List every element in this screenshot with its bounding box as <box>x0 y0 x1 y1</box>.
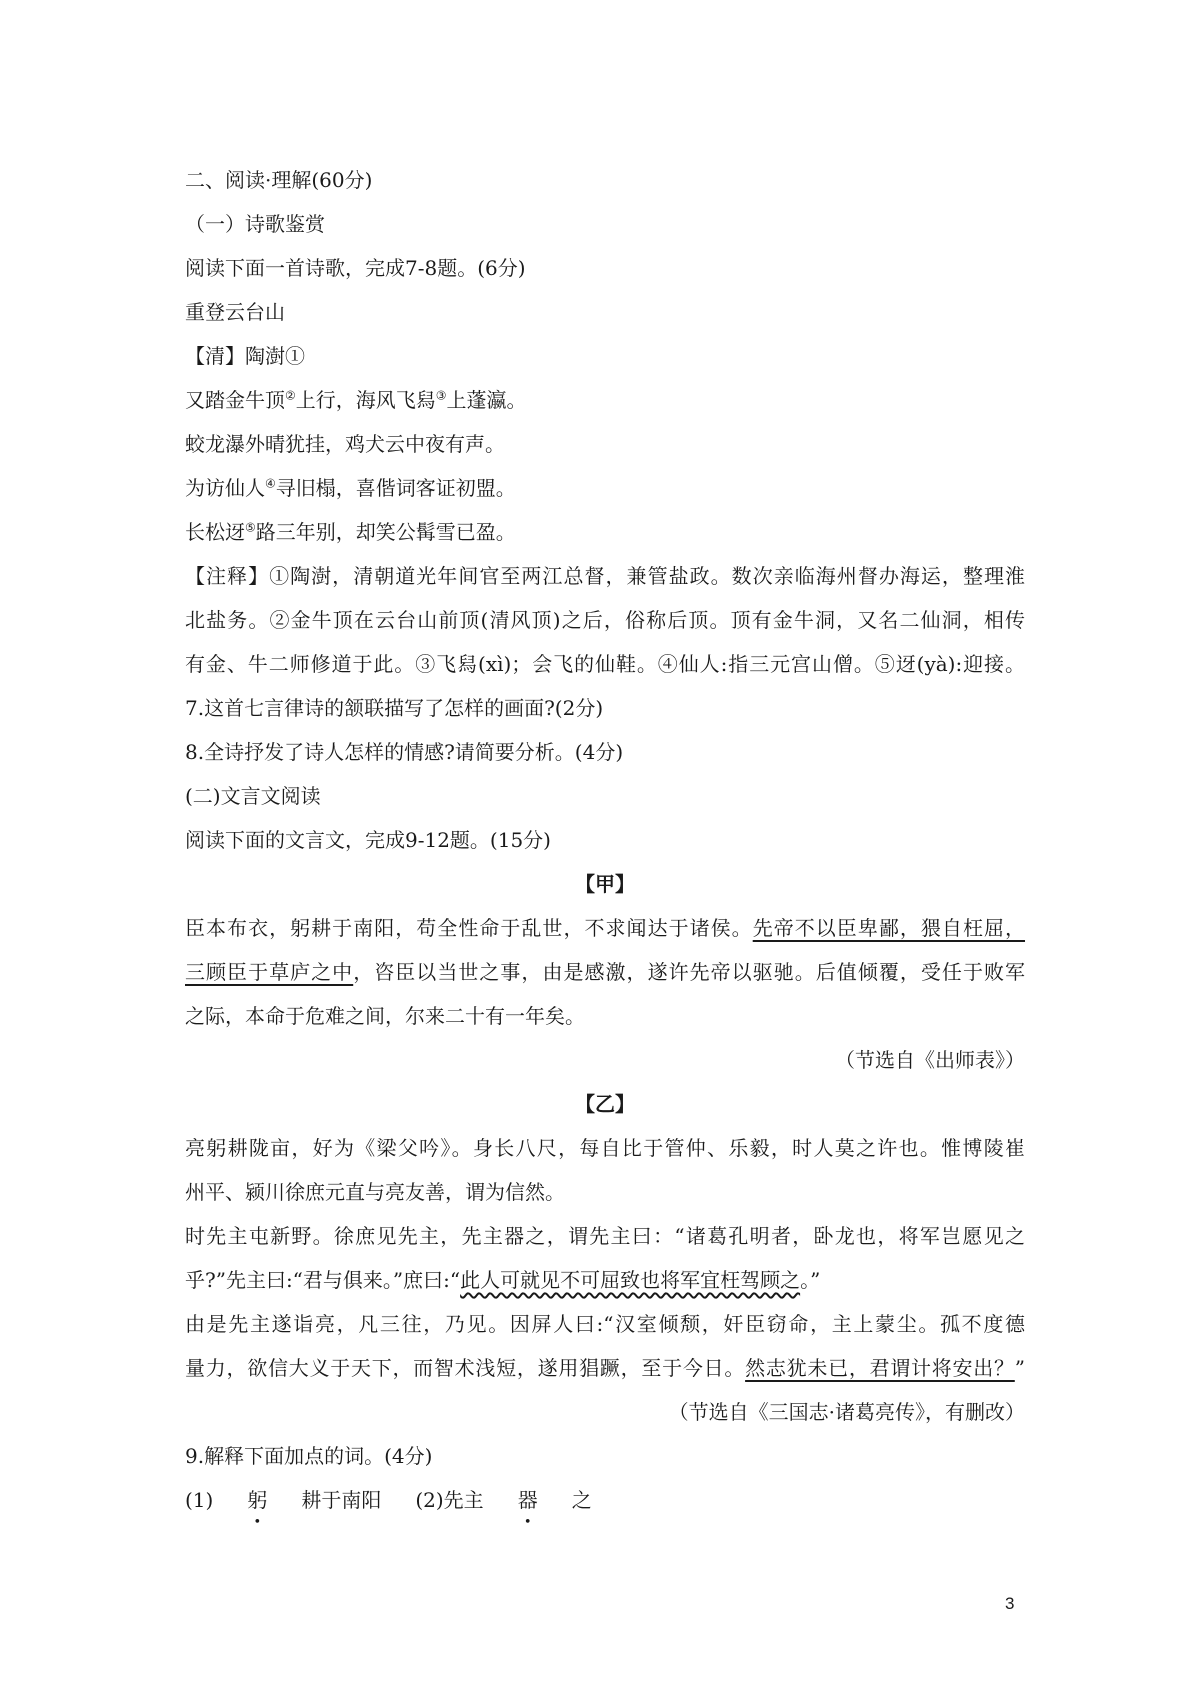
passage-yi-line: 亮躬耕陇亩，好为《梁父吟》。身长八尺，每自比于管仲、乐毅，时人莫之许也。惟博陵崔 <box>185 1136 1025 1160</box>
poem-line-1: 又踏金牛顶②上行，海风飞舄③上蓬瀛。 <box>185 388 527 412</box>
poem-note-line: 【注释】①陶澍，清朝道光年间官至两江总督，兼管盐政。数次亲临海州督办海运，整理淮 <box>185 564 1025 588</box>
poem-author: 【清】陶澍① <box>185 344 305 368</box>
passage-yi-line: 时先主屯新野。徐庶见先主，先主器之，谓先主曰：“诸葛孔明者，卧龙也，将军岂愿见之 <box>185 1224 1025 1248</box>
question-7: 7.这首七言律诗的颔联描写了怎样的画面?(2分) <box>185 696 604 720</box>
passage-jia-line: 三顾臣于草庐之中，咨臣以当世之事，由是感激，遂许先帝以驱驰。后值倾覆，受任于败军 <box>185 960 1026 984</box>
section-title: 二、阅读·理解(60分) <box>185 168 373 192</box>
question-8: 8.全诗抒发了诗人怎样的情感?请简要分析。(4分) <box>185 740 624 764</box>
passage-yi-label: 【乙】 <box>575 1092 635 1116</box>
poem-note-line: 有金、牛二师修道于此。③飞舄(xì)；会飞的仙鞋。④仙人:指三元宫山僧。⑤迓(yà):迎接。 <box>185 652 1025 676</box>
dotted-word: 躬 <box>247 1488 268 1512</box>
page-body <box>185 158 1025 1522</box>
dotted-word: 器 <box>517 1488 538 1512</box>
wavy-underlined-sentence: 此人可就见不可屈致也将军宜枉驾顾之 <box>460 1268 801 1292</box>
passage-yi-line: 州平、颍川徐庶元直与亮友善，谓为信然。 <box>185 1180 565 1204</box>
poem-note-line: 北盐务。②金牛顶在云台山前顶(清风顶)之后，俗称后顶。顶有金牛洞，又名二仙洞，相传 <box>185 608 1025 632</box>
question-9: 9.解释下面加点的词。(4分) <box>185 1444 433 1468</box>
passage-yi-line: 由是先主遂诣亮，凡三往，乃见。因屏人曰:“汉室倾颓，奸臣窃命，主上蒙尘。孤不度德 <box>185 1312 1025 1336</box>
passage-jia-line: 臣本布衣，躬耕于南阳，苟全性命于乱世，不求闻达于诸侯。先帝不以臣卑鄙，猥自枉屈， <box>185 916 1026 940</box>
poem-title: 重登云台山 <box>185 300 285 324</box>
passage-yi-line: 量力，欲信大义于天下，而智术浅短，遂用猖蹶，至于今日。然志犹未已，君谓计将安出？” <box>185 1356 1026 1380</box>
poetry-instruction: 阅读下面一首诗歌，完成7-8题。(6分) <box>185 256 526 280</box>
poem-line-4: 长松迓⑤路三年别，却笑公髯雪已盈。 <box>185 520 516 544</box>
passage-jia-source: （节选自《出师表》） <box>835 1048 1025 1072</box>
passage-jia-label: 【甲】 <box>575 872 635 896</box>
poem-line-2: 蛟龙瀑外晴犹挂，鸡犬云中夜有声。 <box>185 432 505 456</box>
page-number: 3 <box>1005 1594 1015 1613</box>
poem-line-3: 为访仙人④寻旧榻，喜偕词客证初盟。 <box>185 476 516 500</box>
underlined-sentence: 先帝不以臣卑鄙，猥自枉屈， <box>752 916 1026 940</box>
passage-yi-line: 乎?”先主曰:“君与俱来。”庶曰:“此人可就见不可屈致也将军宜枉驾顾之。” <box>185 1268 821 1292</box>
classical-instruction: 阅读下面的文言文，完成9-12题。(15分) <box>185 828 551 852</box>
question-9-items <box>185 1478 1025 1522</box>
q9-item-1: (1) 躬 耕于南阳 <box>185 1488 382 1512</box>
q9-item-2: (2)先主 器 之 <box>415 1488 592 1512</box>
passage-yi-source: （节选自《三国志·诸葛亮传》，有删改） <box>668 1400 1025 1424</box>
underlined-sentence: 三顾臣于草庐之中 <box>185 960 354 984</box>
classical-heading: (二)文言文阅读 <box>185 784 321 808</box>
underlined-sentence: 然志犹未已，君谓计将安出？ <box>745 1356 1015 1380</box>
poetry-heading: （一）诗歌鉴赏 <box>185 212 325 236</box>
passage-jia-line: 之际，本命于危难之间，尔来二十有一年矣。 <box>185 1004 585 1028</box>
